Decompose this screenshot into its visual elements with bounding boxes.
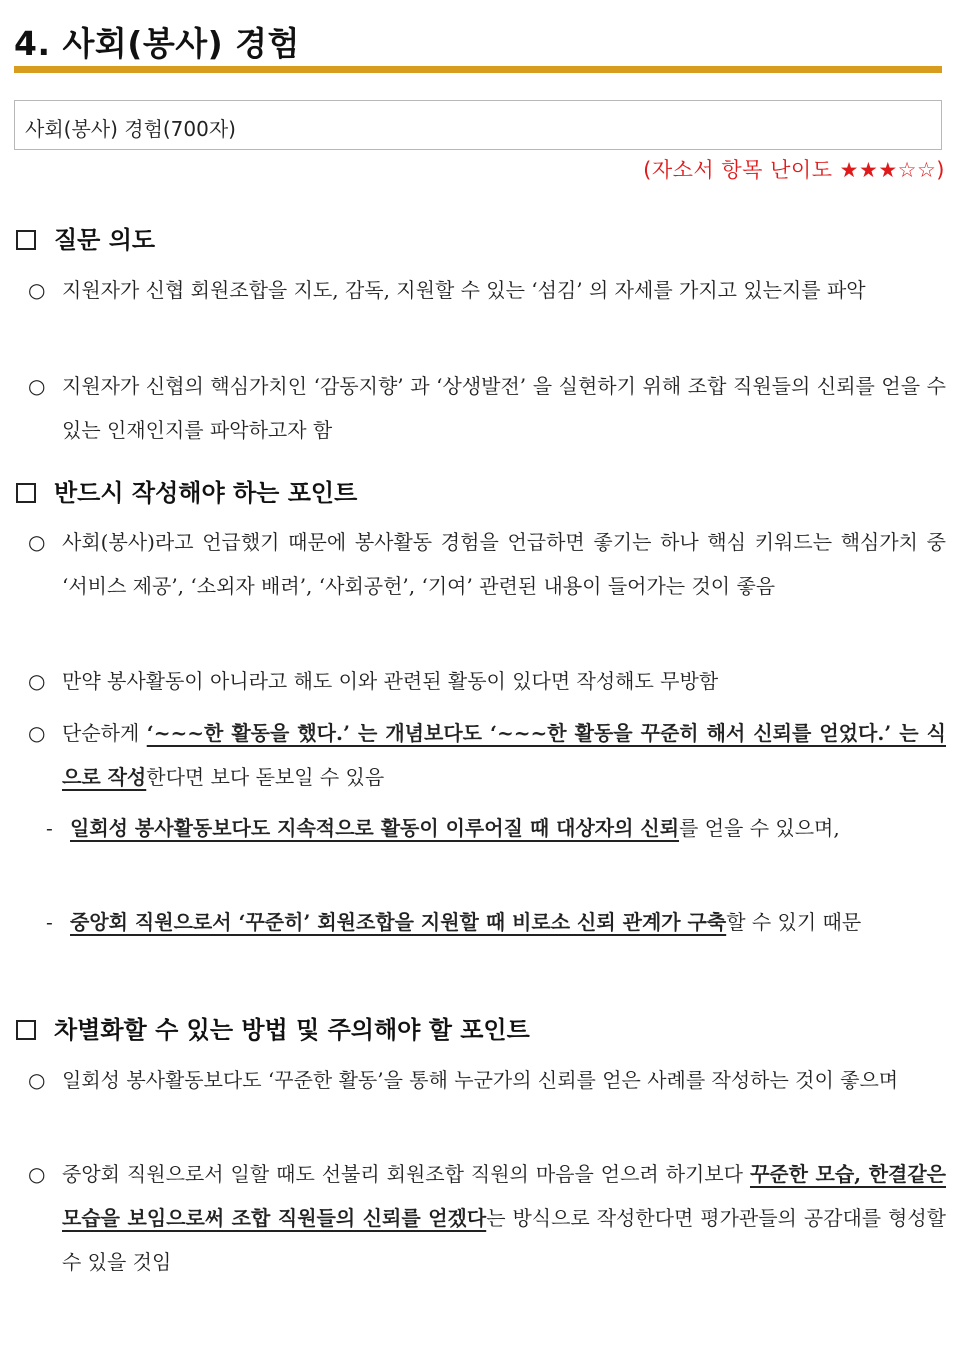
item-text: 중앙회 직원으로서 일할 때도 선불리 회원조합 직원의 마음을 얻으려 하기보다 [62, 1162, 750, 1186]
sub-list-item [70, 900, 946, 944]
circle-bullet-icon: ○ [28, 278, 46, 302]
circle-bullet-icon: ○ [28, 1068, 46, 1092]
emphasized-text: 일회성 봉사활동보다도 지속적으로 활동이 이루어질 때 대상자의 신뢰 [70, 816, 680, 840]
circle-bullet-icon: ○ [28, 374, 46, 398]
list-item [62, 711, 946, 799]
emphasized-text: ‘~~~한 활동을 했다.’ 는 개념보다도 ‘~~~한 활동을 꾸준히 해서 신뢰를 얻었다.’ 는 식으로 작성 [62, 721, 946, 789]
item-text: 한다면 보다 돋보일 수 있음 [146, 765, 385, 789]
difficulty-rating: (자소서 항목 난이도 ★★★☆☆) [643, 158, 945, 182]
section-heading-label: 질문 의도 [54, 226, 156, 254]
page-title: 4. 사회(봉사) 경험 [14, 24, 300, 63]
dash-bullet-icon: - [46, 910, 53, 934]
item-text: 를 얻을 수 있으며, [679, 816, 840, 840]
title-underline-bar [14, 66, 942, 73]
section-heading-label: 반드시 작성해야 하는 포인트 [54, 479, 358, 507]
list-item: 지원자가 신협의 핵심가치인 ‘감동지향’ 과 ‘상생발전’ 을 실현하기 위해 조합 직원들의 신뢰를 얻을 수 있는 인재인지를 파악하고자 함 [62, 374, 946, 442]
section-heading-differentiation [16, 1010, 530, 1045]
list-item: 일회성 봉사활동보다도 ‘꾸준한 활동’을 통해 누군가의 신뢰를 얻은 사례를 작성하는 것이 좋으며 [62, 1068, 899, 1092]
item-text: 는 방식으로 작성한다면 평가관들의 공감대를 형성할 수 있을 것임 [62, 1206, 947, 1274]
checkbox-square-icon [16, 483, 36, 503]
sub-list-item [70, 806, 946, 850]
question-prompt-text: 사회(봉사) 경험(700자) [25, 117, 236, 141]
section-heading-must-write [16, 473, 357, 508]
item-text: 할 수 있기 때문 [726, 910, 862, 934]
checkbox-square-icon [16, 230, 36, 250]
emphasized-text: 중앙회 직원으로서 ‘꾸준히’ 회원조합을 지원할 때 비로소 신뢰 관계가 구축 [70, 910, 727, 934]
list-item: 만약 봉사활동이 아니라고 해도 이와 관련된 활동이 있다면 작성해도 무방함 [62, 669, 719, 693]
circle-bullet-icon: ○ [28, 530, 46, 554]
list-item [62, 1152, 946, 1284]
list-item: 사회(봉사)라고 언급했기 때문에 봉사활동 경험을 언급하면 좋기는 하나 핵심 키워드는 핵심가치 중 ‘서비스 제공’, ‘소외자 배려’, ‘사회공헌’, ‘기여’ 관련된 내용이 들어가는 것이 좋음 [62, 530, 946, 598]
dash-bullet-icon: - [46, 816, 53, 840]
list-item: 지원자가 신협 회원조합을 지도, 감독, 지원할 수 있는 ‘섬김’ 의 자세를 가지고 있는지를 파악 [62, 278, 866, 302]
section-heading-label: 차별화할 수 있는 방법 및 주의해야 할 포인트 [54, 1016, 530, 1044]
item-text: 단순하게 [62, 721, 147, 745]
emphasized-text: 꾸준한 모습, 한결같은 모습을 보임으로써 조합 직원들의 신뢰를 얻겠다 [62, 1162, 946, 1230]
circle-bullet-icon: ○ [28, 1162, 46, 1186]
question-prompt-box [14, 100, 942, 150]
circle-bullet-icon: ○ [28, 669, 46, 693]
checkbox-square-icon [16, 1020, 36, 1040]
section-heading-intent [16, 220, 155, 255]
circle-bullet-icon: ○ [28, 721, 46, 745]
